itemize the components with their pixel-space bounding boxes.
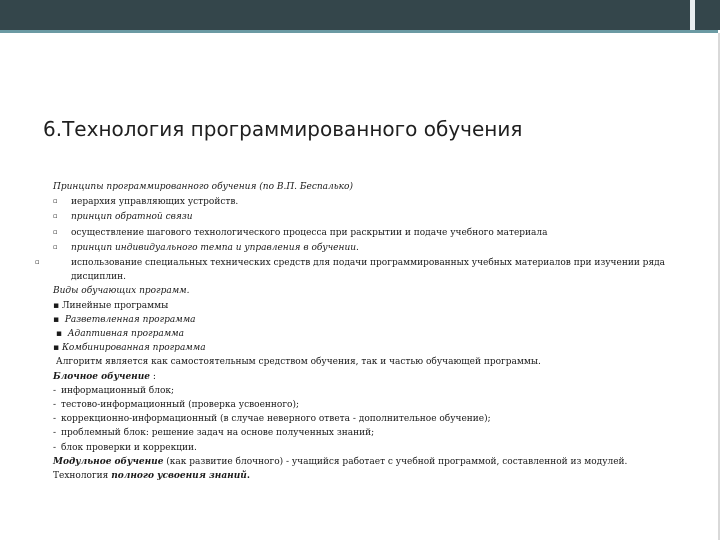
programs-heading: Виды обучающих программ.: [53, 286, 190, 297]
full-mastery-text: Технология полного усвоения знаний.: [53, 471, 250, 482]
modular-text: Модульное обучение (как развитие блочного) - учащийся работает с учебной программой, составленной из модулей.: [53, 456, 628, 467]
algorithm-text: Алгоритм является как самостоятельным средством обучения, так и частью обучающей программы.: [55, 357, 541, 368]
slide-title: 6.Технология программированного обучения: [43, 117, 523, 141]
bullet-icon: ▫: [53, 197, 58, 206]
bullet-icon: ▫: [53, 212, 58, 221]
list-item: ▪ Комбинированная программа: [53, 343, 206, 354]
bullet-icon: ▫: [35, 258, 40, 267]
top-bar-tick: [690, 0, 695, 30]
bullet-icon: ▫: [53, 227, 58, 236]
list-item: - информационный блок;: [53, 385, 175, 396]
list-item: - проблемный блок: решение задач на основе полученных знаний;: [53, 428, 375, 439]
list-item: ▪ Адаптивная программа: [53, 329, 184, 340]
list-item: - блок проверки и коррекции.: [53, 442, 197, 453]
bullet-icon: ▫: [53, 242, 58, 251]
list-item: ▪ Разветвленная программа: [53, 314, 196, 325]
top-bar: [0, 0, 720, 30]
list-item: ▫ использование специальных технических средств для подачи программированных учебных материалов при изучении ряда дисциплин.: [53, 255, 693, 284]
list-item: ▫ осуществление шагового технологического процесса при раскрытии и подаче учебного материала: [53, 225, 693, 240]
list-item: ▪ Линейные программы: [53, 300, 169, 311]
list-item: ▫ принцип индивидуального темпа и управления в обучении.: [53, 240, 693, 255]
list-item: - коррекционно-информационный (в случае неверного ответа - дополнительное обучение);: [53, 414, 491, 425]
slide-content: [35, 180, 693, 483]
list-item: - тестово-информационный (проверка усвоенного);: [53, 400, 300, 411]
list-item: ▫ принцип обратной связи: [53, 209, 693, 224]
block-heading: Блочное обучение :: [53, 371, 156, 382]
list-item: ▫ иерархия управляющих устройств.: [53, 194, 693, 209]
accent-line: [0, 30, 718, 33]
principles-heading: Принципы программированного обучения (по В.П. Беспалько): [53, 182, 353, 192]
